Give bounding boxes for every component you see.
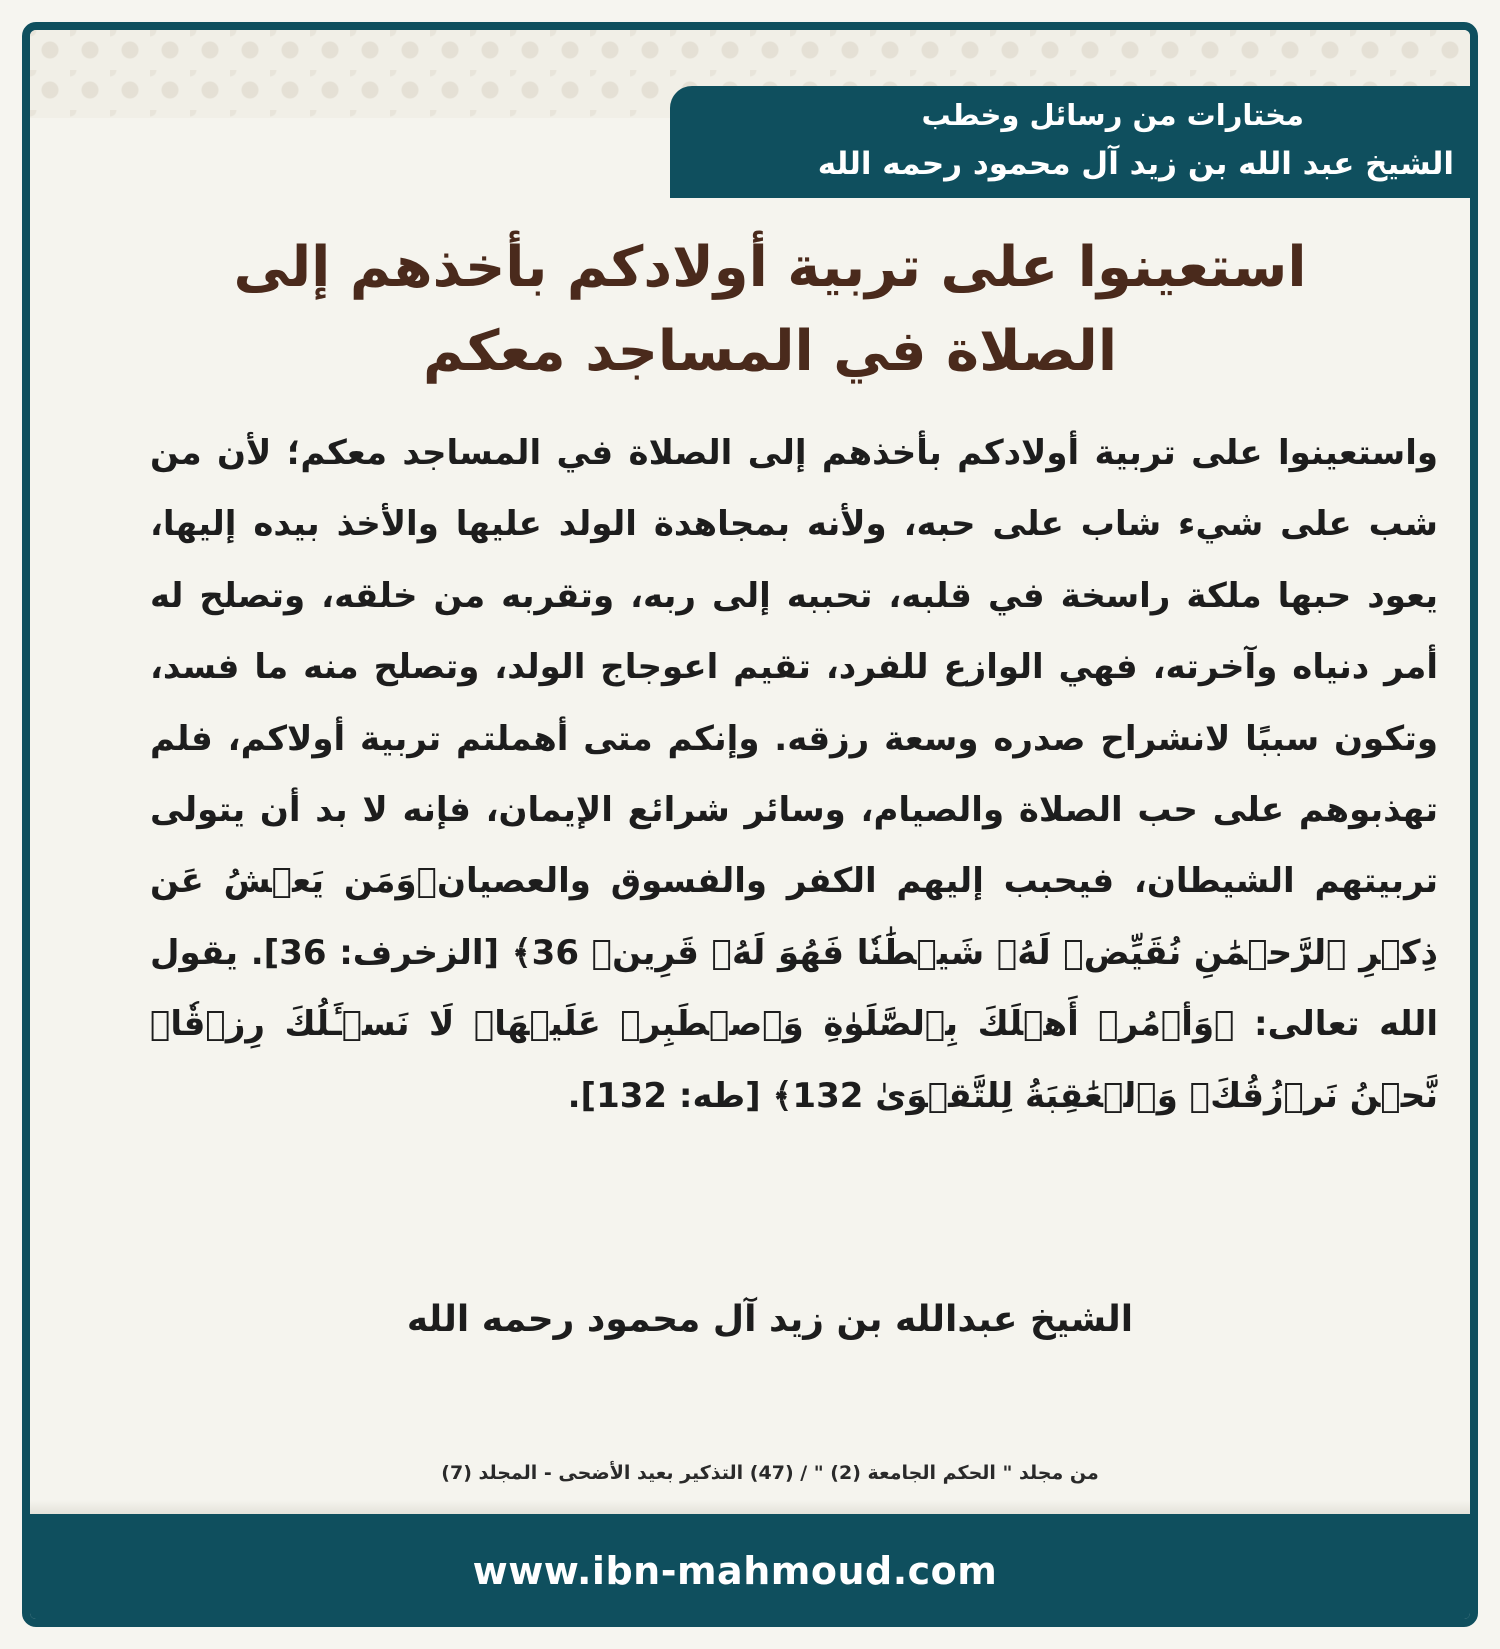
article-title — [170, 226, 1370, 394]
series-header-line2: الشيخ عبد الله بن زيد آل محمود رحمه الله — [817, 146, 1454, 182]
card-frame — [22, 22, 1478, 1627]
author-signature: الشيخ عبدالله بن زيد آل محمود رحمه الله — [406, 1299, 1134, 1340]
source-citation: من مجلد " الحكم الجامعة (2) " / (47) التذكير بعيد الأضحى - المجلد (7) — [441, 1462, 1099, 1484]
website-link[interactable]: www.ibn-mahmoud.com — [472, 1549, 998, 1593]
article-title-line1: استعينوا على تربية أولادكم بأخذهم إلى — [233, 235, 1307, 300]
footer-bar — [30, 1514, 1470, 1619]
article-body: واستعينوا على تربية أولادكم بأخذهم إلى الصلاة في المساجد معكم؛ لأن من شب على شيء شاب على حبه، ولأنه بمجاهدة الولد عليها والأخذ بيده إليها، يعود حبها ملكة راسخة في قلبه، تحببه إلى ربه، وتقربه من خلقه، وتصلح له أمر دنياه وآخرته، فهي الوازع للفرد، تقيم اعوجاج الولد، وتصلح منه ما فسد، وتكون سببًا لانشراح صدره وسعة رزقه. وإنكم متى أهملتم تربية أولاكم، فلم تهذبوهم على حب الصلاة والصيام، وسائر شرائع الإيمان، فإنه لا بد أن يتولى تربيتهم الشيطان، فيحبب إليهم الكفر والفسوق والعصيان﴿وَمَن يَعۡشُ عَن ذِكۡرِ ٱلرَّحۡمَٰنِ نُقَيِّضۡ لَهُۥ شَيۡطَٰنٗا فَهُوَ لَهُۥ قَرِينٞ 36﴾ [الزخرف: 36]. يقول الله تعالى: ﴿وَأۡمُرۡ أَهۡلَكَ بِٱلصَّلَوٰةِ وَٱصۡطَبِرۡ عَلَيۡهَاۖ لَا نَسۡـَٔلُكَ رِزۡقٗاۖ نَّحۡنُ نَرۡزُقُكَۗ وَٱلۡعَٰقِبَةُ لِلتَّقۡوَىٰ 132﴾ [طه: 132]. — [150, 433, 1438, 1116]
series-header-line1: مختارات من رسائل وخطب — [921, 98, 1304, 132]
article-title-line2: الصلاة في المساجد معكم — [422, 319, 1118, 384]
footer-divider — [30, 1500, 1470, 1514]
series-header — [670, 86, 1470, 198]
